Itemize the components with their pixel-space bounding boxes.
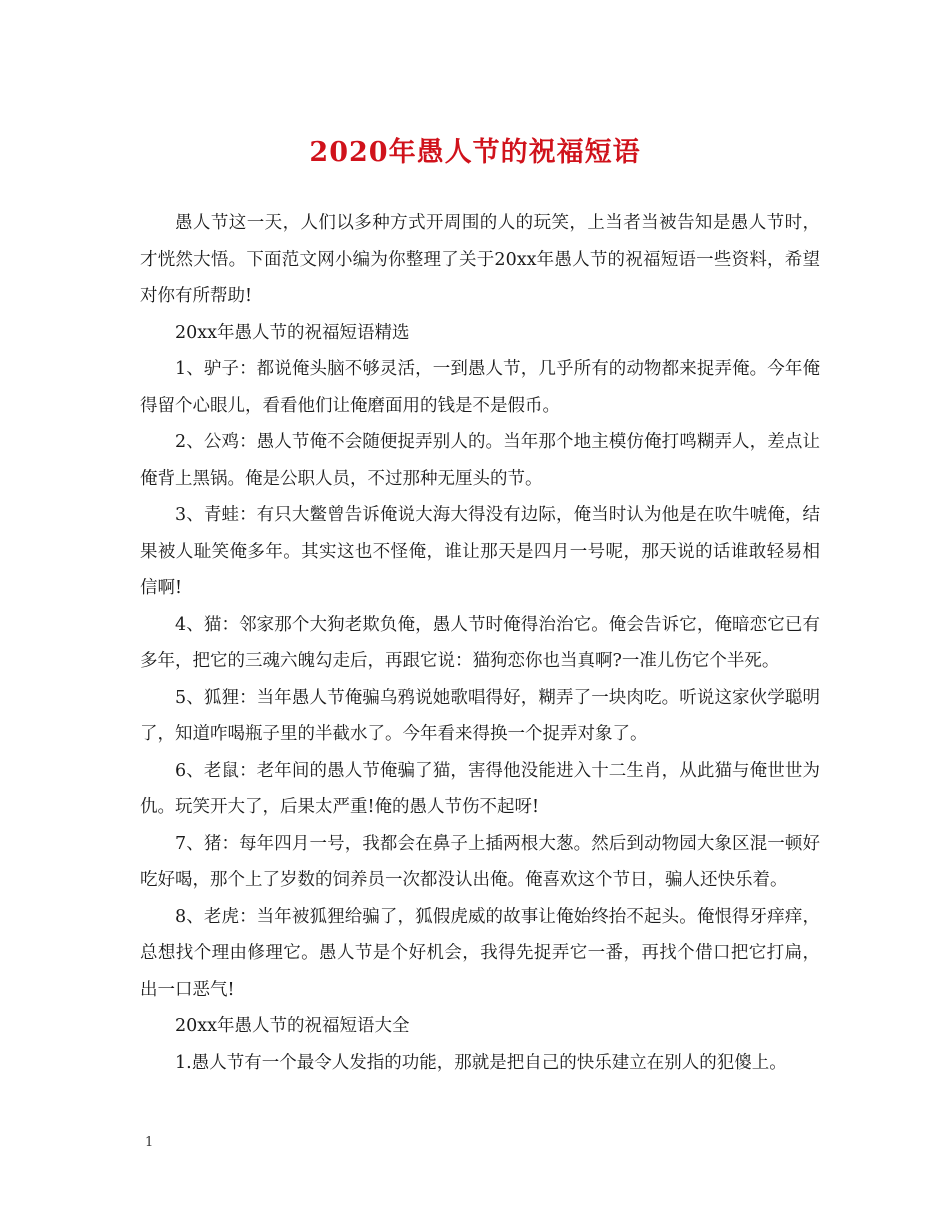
list-item: 4、猫：邻家那个大狗老欺负俺，愚人节时俺得治治它。俺会告诉它，俺暗恋它已有多年，把它的三魂六魄勾走后，再跟它说：猫狗恋你也当真啊?一准儿伤它个半死。	[140, 614, 820, 671]
list-item: 2、公鸡：愚人节俺不会随便捉弄别人的。当年那个地主模仿俺打鸣糊弄人，差点让俺背上黑锅。俺是公职人员，不过那种无厘头的节。	[140, 432, 820, 489]
intro-paragraph: 愚人节这一天，人们以多种方式开周围的人的玩笑，上当者当被告知是愚人节时，才恍然大悟。下面范文网小编为你整理了关于20xx年愚人节的祝福短语一些资料，希望对你有所帮助!	[140, 213, 820, 306]
page-number: 1	[145, 1135, 154, 1150]
list-item: 1、驴子：都说俺头脑不够灵活，一到愚人节，几乎所有的动物都来捉弄俺。今年俺得留个心眼儿，看看他们让俺磨面用的钱是不是假币。	[140, 359, 820, 416]
list-item: 6、老鼠：老年间的愚人节俺骗了猫，害得他没能进入十二生肖，从此猫与俺世世为仇。玩笑开大了，后果太严重!俺的愚人节伤不起呀!	[140, 760, 820, 817]
list-item: 7、猪：每年四月一号，我都会在鼻子上插两根大葱。然后到动物园大象区混一顿好吃好喝，那个上了岁数的饲养员一次都没认出俺。俺喜欢这个节日，骗人还快乐着。	[140, 833, 820, 890]
document-body	[140, 205, 820, 1081]
document-title: 2020年愚人节的祝福短语	[309, 137, 641, 168]
list-item: 3、青蛙：有只大鳖曾告诉俺说大海大得没有边际，俺当时认为他是在吹牛唬俺，结果被人耻笑俺多年。其实这也不怪俺，谁让那天是四月一号呢，那天说的话谁敢轻易相信啊!	[140, 505, 820, 598]
section-heading-collection: 20xx年愚人节的祝福短语大全	[175, 1016, 410, 1036]
section-heading-selected: 20xx年愚人节的祝福短语精选	[175, 322, 410, 343]
list-item: 8、老虎：当年被狐狸给骗了，狐假虎威的故事让俺始终抬不起头。俺恨得牙痒痒，总想找个理由修理它。愚人节是个好机会，我得先捉弄它一番，再找个借口把它打扁，出一口恶气!	[140, 906, 820, 1000]
list-item: 1.愚人节有一个最令人发指的功能，那就是把自己的快乐建立在别人的犯傻上。	[175, 1052, 787, 1073]
list-item: 5、狐狸：当年愚人节俺骗乌鸦说她歌唱得好，糊弄了一块肉吃。听说这家伙学聪明了，知道咋喝瓶子里的半截水了。今年看来得换一个捉弄对象了。	[140, 687, 820, 744]
